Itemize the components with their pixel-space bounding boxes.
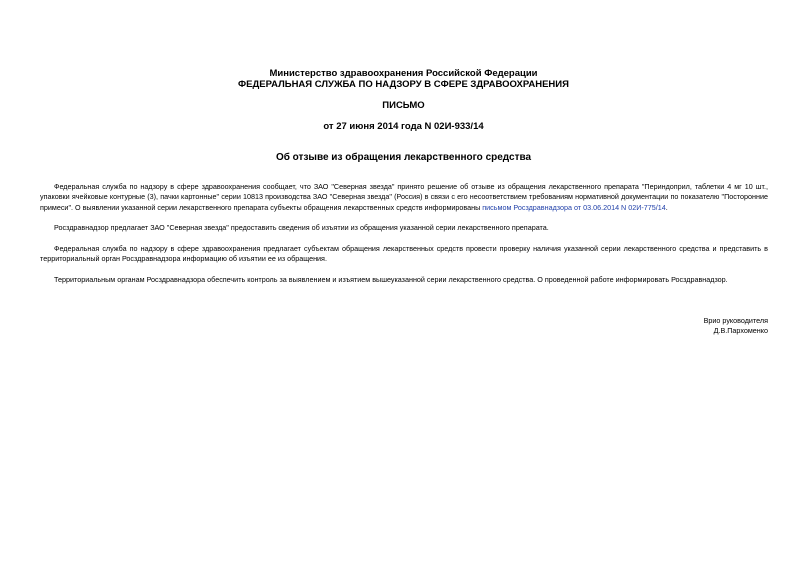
signatory-title: Врио руководителя bbox=[703, 316, 768, 325]
paragraph-2: Росздравнадзор предлагает ЗАО "Северная звезда" предоставить сведения об изъятии из обращения указанной серии лекарственного препарата. bbox=[54, 223, 549, 232]
document-subject: Об отзыве из обращения лекарственного средства bbox=[275, 152, 532, 163]
document-date-number: от 27 июня 2014 года N 02И-933/14 bbox=[323, 121, 484, 132]
paragraph-4: Территориальным органам Росздравнадзора обеспечить контроль за выявлением и изъятием вышеуказанной серии лекарственного средства. О проведенной работе информировать Росздравнадзор. bbox=[54, 275, 728, 284]
service-name: ФЕДЕРАЛЬНАЯ СЛУЖБА ПО НАДЗОРУ В СФЕРЕ ЗДРАВООХРАНЕНИЯ bbox=[238, 79, 569, 90]
paragraph-1-text: Федеральная служба по надзору в сфере здравоохранения сообщает, что ЗАО "Северная звезда" принято решение об отзыве из обращения лекарственного препарата "Периндоприл, таблетки 4 мг 10 шт., упаковки ячейковые контурные (3), пачки картонные" серии 10813 производства ЗАО "Северная звезда" (Россия) в связи с его несоответствием требованиям нормативной документации по показателю "Посторонние примеси". О выявлении указанной серии лекарственного препарата субъекты обращения лекарственных средств информированы bbox=[40, 182, 768, 212]
paragraph-1-end: . bbox=[665, 202, 668, 212]
signatory-name: Д.В.Пархоменко bbox=[713, 326, 768, 335]
paragraph-3: Федеральная служба по надзору в сфере здравоохранения предлагает субъектам обращения лекарственных средств провести проверку наличия указанной серии лекарственного средства и представить в территориальный орган Росздравнадзора информацию об изъятии ее из обращения. bbox=[40, 244, 768, 264]
paragraph-1 bbox=[40, 182, 768, 213]
ministry-name: Министерство здравоохранения Российской Федерации bbox=[269, 68, 538, 79]
document-type: ПИСЬМО bbox=[382, 100, 425, 111]
reference-letter-link[interactable]: письмом Росздравнадзора от 03.06.2014 N 02И-775/14 bbox=[482, 202, 666, 212]
